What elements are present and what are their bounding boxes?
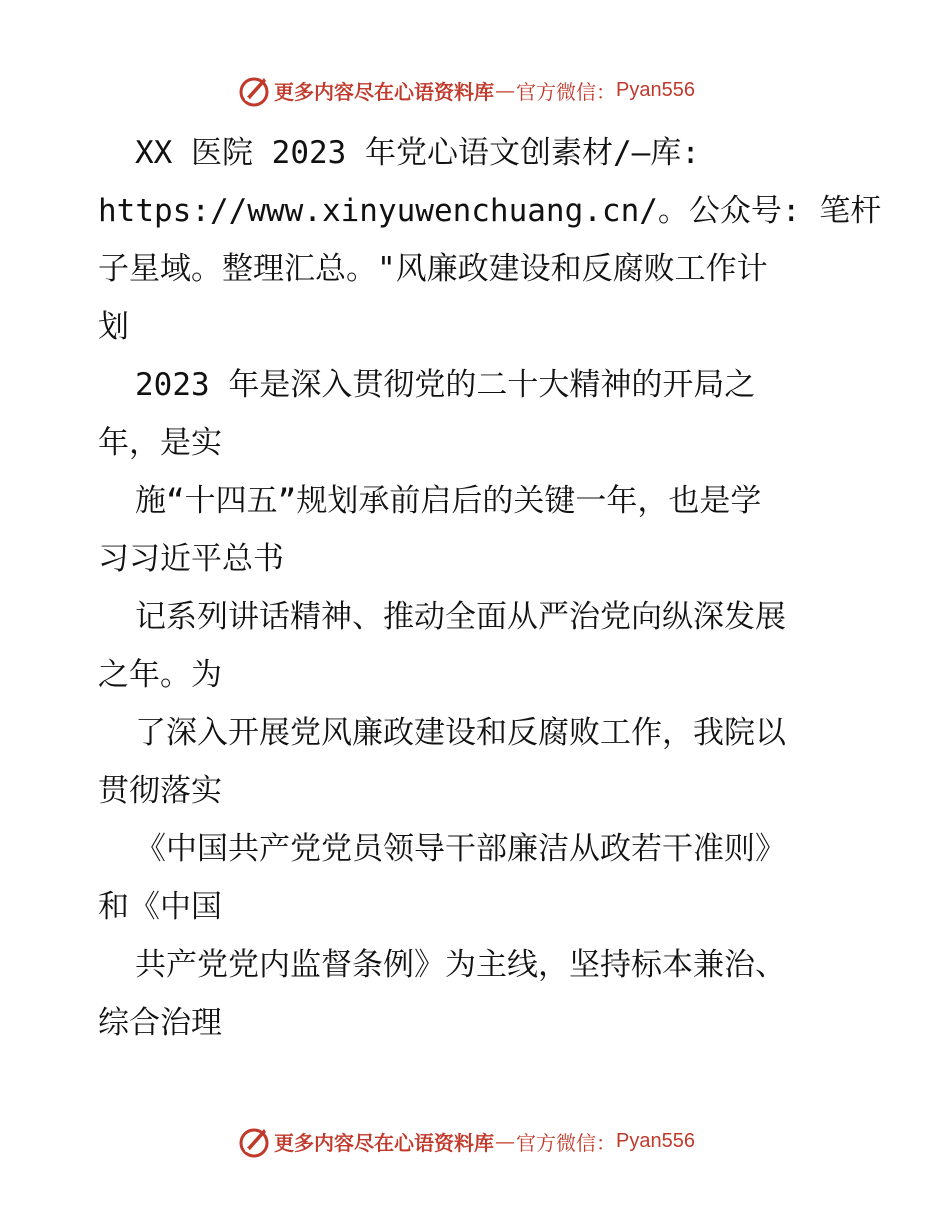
footer-banner bbox=[236, 1123, 695, 1159]
footer-banner-text: 更多内容尽在心语资料库 bbox=[274, 1130, 494, 1155]
body-line: 子星域。整理汇总。"风廉政建设和反腐败工作计 bbox=[98, 251, 768, 287]
quill-logo-icon bbox=[236, 72, 272, 108]
header-separator: — bbox=[495, 78, 515, 102]
body-line: 划 bbox=[98, 309, 129, 345]
header-wechat-label: 官方微信： bbox=[516, 79, 616, 104]
body-line: 综合治理 bbox=[98, 1005, 222, 1041]
body-line: XX 医院 2023 年党心语文创素材/—库: bbox=[135, 135, 700, 171]
body-line: 记系列讲话精神、推动全面从严治党向纵深发展 bbox=[135, 599, 786, 635]
body-line: 之年。为 bbox=[98, 657, 222, 693]
body-line: 年，是实 bbox=[98, 425, 222, 461]
body-line: 了深入开展党风廉政建设和反腐败工作，我院以 bbox=[135, 715, 786, 751]
body-line: 和《中国 bbox=[98, 889, 222, 925]
body-line: 2023 年是深入贯彻党的二十大精神的开局之 bbox=[135, 367, 756, 403]
body-line: 《中国共产党党员领导干部廉洁从政若干准则》 bbox=[135, 831, 786, 867]
body-line: 习习近平总书 bbox=[98, 541, 284, 577]
body-line: https://www.xinyuwenchuang.cn/。公众号: 笔杆 bbox=[98, 193, 882, 229]
header-banner-text: 更多内容尽在心语资料库 bbox=[274, 79, 494, 104]
body-line: 贯彻落实 bbox=[98, 773, 222, 809]
body-line: 共产党党内监督条例》为主线，坚持标本兼治、 bbox=[135, 947, 786, 983]
footer-wechat-label: 官方微信： bbox=[516, 1130, 616, 1155]
quill-logo-icon bbox=[236, 1123, 272, 1159]
body-line: 施“十四五”规划承前启后的关键一年，也是学 bbox=[135, 483, 762, 519]
footer-wechat-id: Pyan556 bbox=[616, 1129, 695, 1152]
footer-separator: — bbox=[495, 1129, 515, 1153]
document-body bbox=[98, 124, 882, 1052]
header-banner bbox=[236, 72, 695, 108]
header-wechat-id: Pyan556 bbox=[616, 78, 695, 101]
